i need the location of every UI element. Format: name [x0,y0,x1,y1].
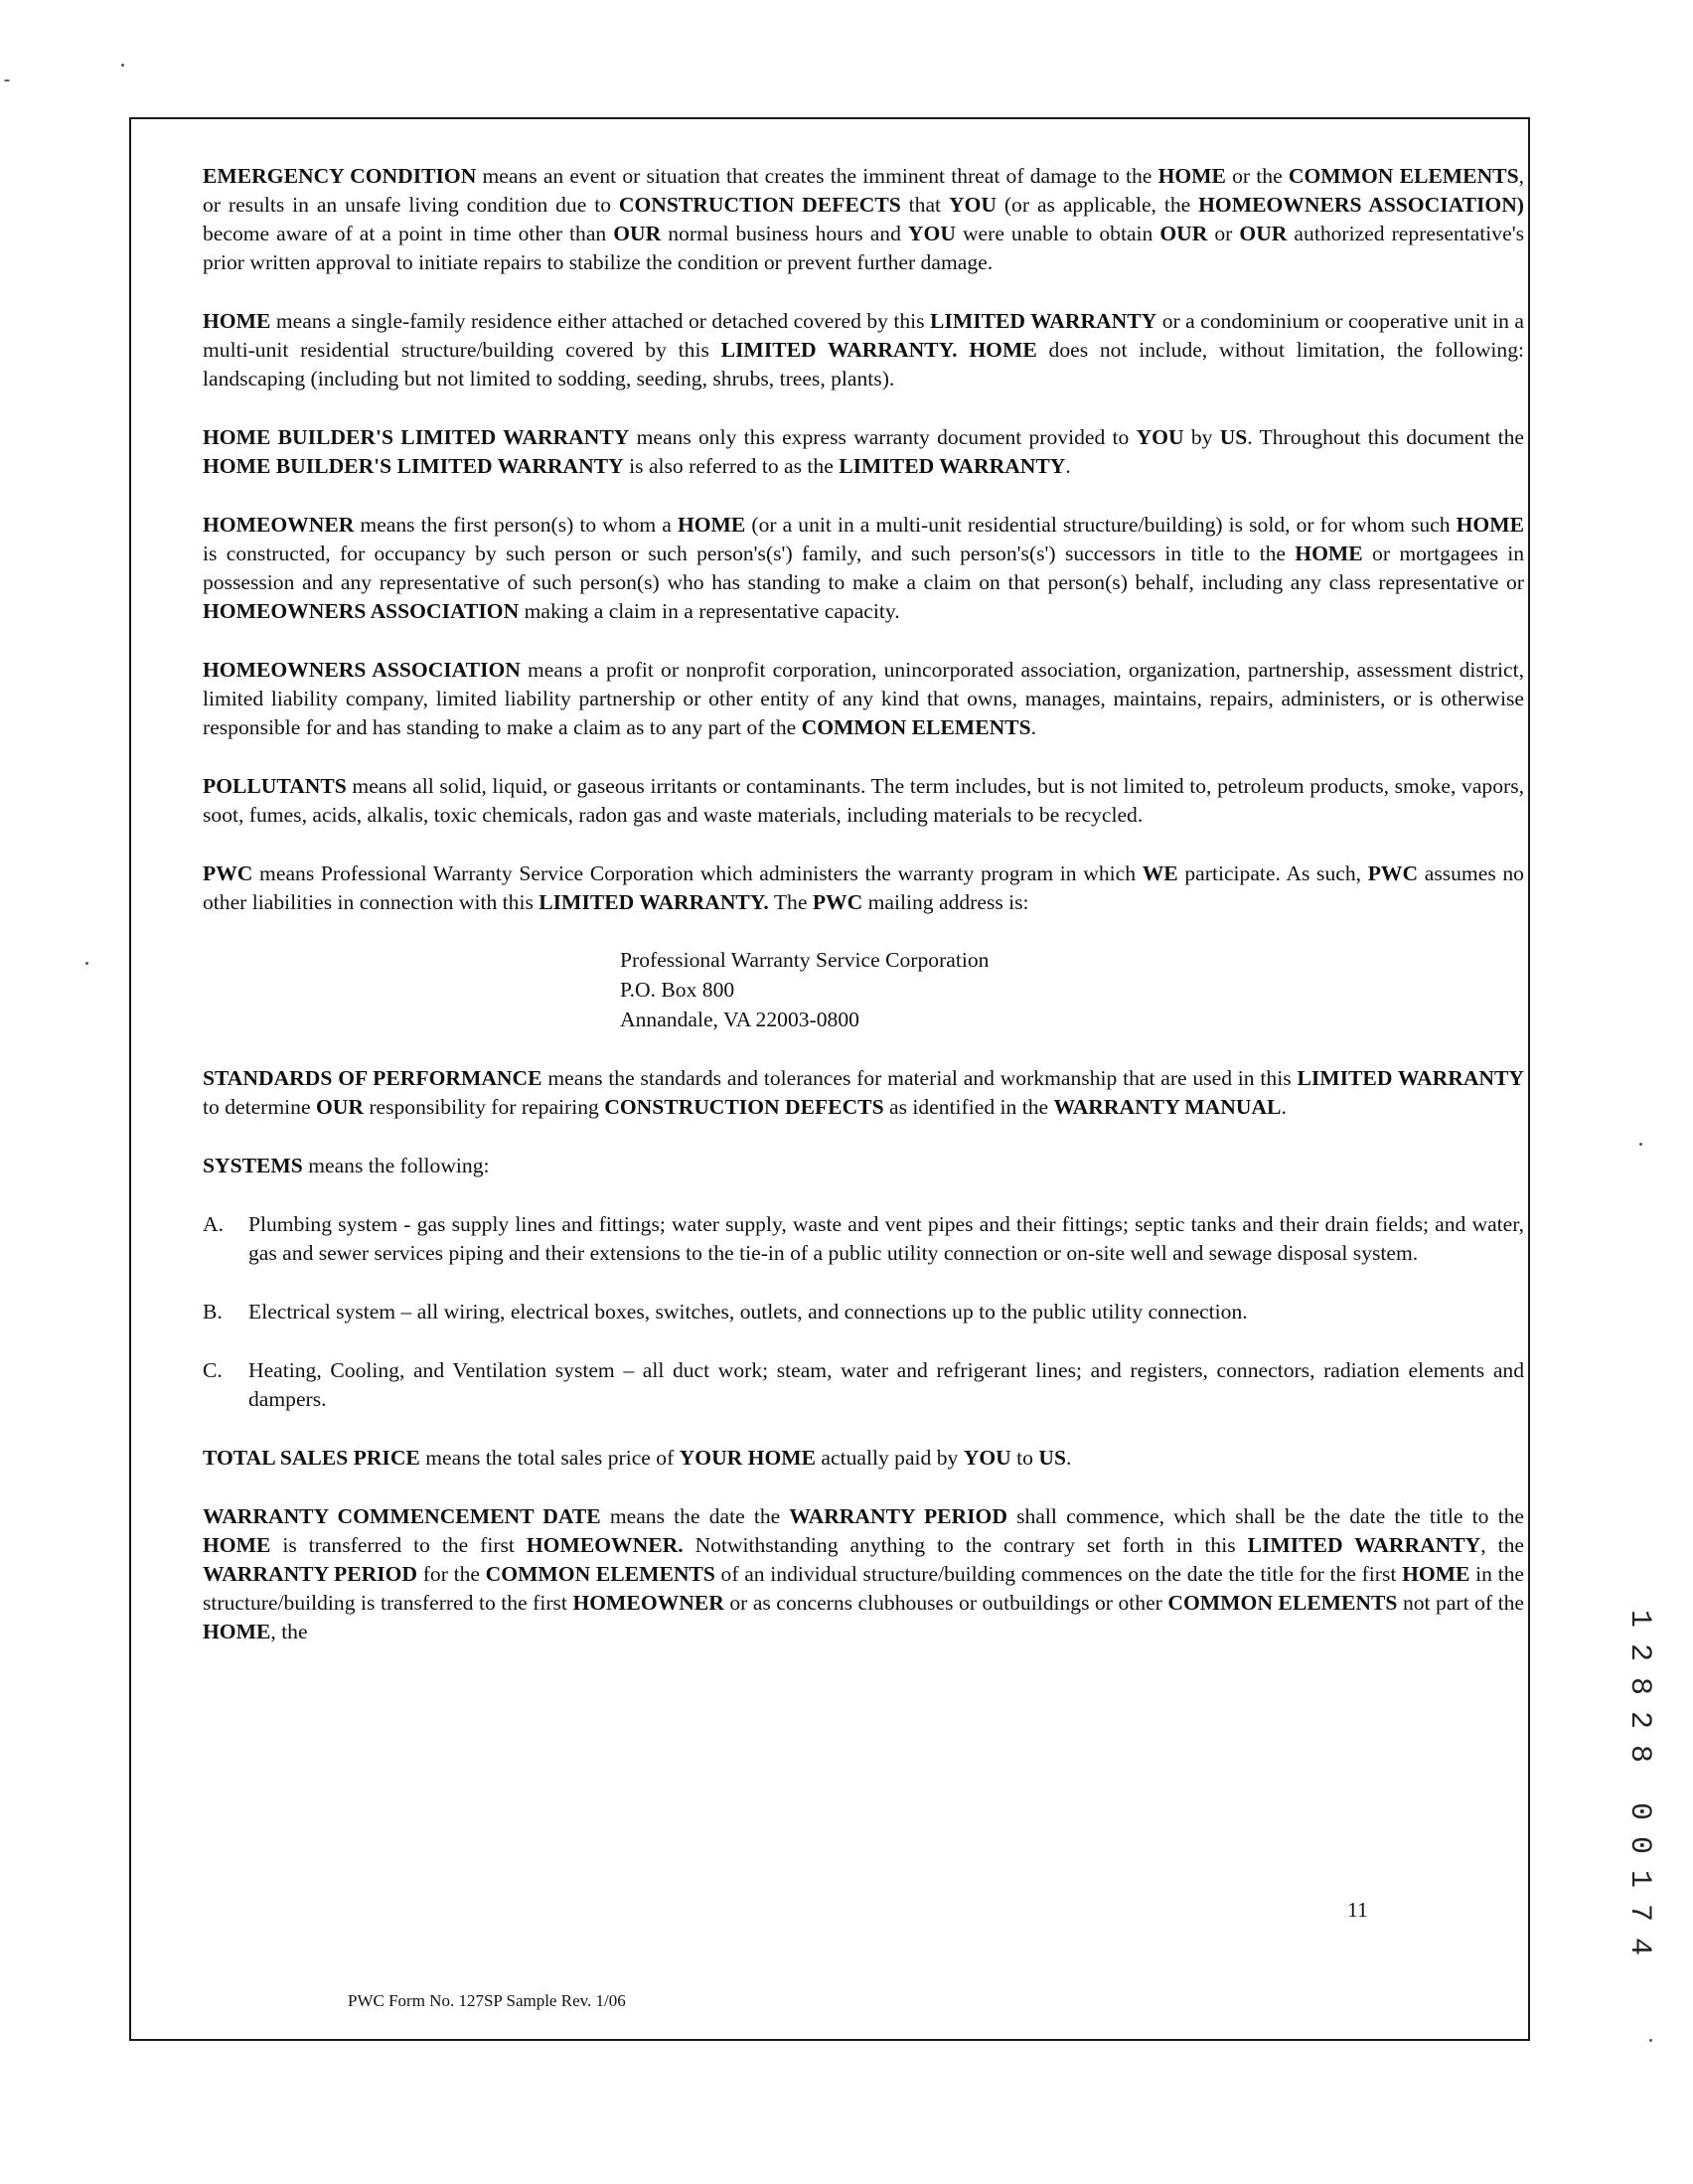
defined-term: PWC [1367,861,1419,885]
definition-text: is transferred to the first [270,1533,527,1557]
defined-term: LIMITED WARRANTY [1297,1066,1525,1090]
definitions-group-1 [203,162,1524,917]
defined-term: CONSTRUCTION DEFECTS [604,1095,884,1119]
scan-speck [1649,2039,1652,2042]
definition-text: means the total sales price of [419,1446,680,1470]
definition-text: means the standards and tolerances for material and workmanship that are used in this [541,1066,1298,1090]
definition-homeowners-association [203,656,1524,742]
definition-text: means an event or situation that creates the imminent threat of damage to the [476,164,1158,188]
definition-warranty-commencement-date [203,1502,1524,1646]
defined-term: COMMON ELEMENTS [485,1562,715,1586]
defined-term: OUR [1239,222,1288,245]
defined-term: WE [1142,861,1178,885]
definition-pwc [203,859,1524,917]
defined-term: COMMON ELEMENTS [801,715,1031,739]
definition-text: (or as applicable, the [996,193,1199,217]
definition-text: shall commence, which shall be the date the title to the [1006,1504,1525,1528]
definition-text: authorized representative's prior written approval to initiate repairs to stabilize the condition or prevent further damage. [203,222,1524,274]
address-line-3: Annandale, VA 22003-0800 [620,1008,859,1031]
defined-term: TOTAL SALES PRICE [203,1446,420,1470]
address-line-2: P.O. Box 800 [620,978,735,1002]
defined-term: HOME [203,1533,271,1557]
defined-term: OUR [613,222,662,245]
bates-digit: 1 [1622,1609,1656,1628]
defined-term: HOME BUILDER'S LIMITED WARRANTY [203,454,624,478]
definition-text: means a profit or nonprofit corporation, unincorporated association, organization, partnership, assessment district, limited liability company, limited liability partnership or other entity of any kind that owns, manages, maintains, repairs, administers, or is otherwise responsible for and has standing to make a claim as to any part of the [203,658,1525,739]
defined-term: OUR [315,1095,364,1119]
defined-term: CONSTRUCTION DEFECTS [618,193,901,217]
defined-term: WARRANTY PERIOD [789,1504,1007,1528]
defined-term: WARRANTY COMMENCEMENT DATE [203,1504,601,1528]
definition-text: actually paid by [816,1446,964,1470]
defined-term: HOME BUILDER'S LIMITED WARRANTY [203,425,630,449]
definition-text: as identified in the [883,1095,1054,1119]
bates-digit: 7 [1622,1903,1656,1922]
definition-text: means the following: [302,1154,490,1177]
defined-term: LIMITED WARRANTY [1247,1533,1481,1557]
bates-stamp [1619,1604,1659,1965]
defined-term: US [1219,425,1248,449]
defined-term: HOMEOWNER [572,1591,724,1615]
definition-text: means the date the [600,1504,790,1528]
definition-text: means Professional Warranty Service Corporation which administers the warranty program in which [252,861,1143,885]
definition-text: in the structure/building is transferred to the first [203,1562,1524,1615]
systems-list-item [203,1356,1524,1414]
definition-text: or [1207,222,1240,245]
definition-total-sales-price [203,1444,1524,1473]
bates-digit: 4 [1622,1937,1656,1955]
definition-home-builders-limited-warranty [203,423,1524,481]
defined-term: WARRANTY MANUAL [1053,1095,1282,1119]
systems-list-item [203,1210,1524,1268]
defined-term: LIMITED WARRANTY. [539,890,769,914]
defined-term: LIMITED WARRANTY [930,309,1157,333]
definition-text: , the [1480,1533,1524,1557]
defined-term: HOMEOWNERS ASSOCIATION) [1198,193,1524,217]
definitions-group-3 [203,1444,1524,1646]
defined-term: PWC [203,861,253,885]
definition-text: participate. As such, [1177,861,1368,885]
list-text: Heating, Cooling, and Ventilation system – all duct work; steam, water and refrigerant lines; and registers, connectors, radiation elements and dampers. [248,1358,1524,1411]
definition-text: assumes no other liabilities in connection with this [203,861,1524,914]
defined-term: LIMITED WARRANTY. HOME [720,338,1037,362]
definition-standards-of-performance [203,1064,1524,1122]
defined-term: HOMEOWNER. [526,1533,684,1557]
definition-text: . [1030,715,1037,739]
bates-digit: 0 [1622,1835,1656,1854]
bates-digit: 2 [1622,1710,1656,1729]
definition-text: means only this express warranty document provided to [629,425,1137,449]
definition-text: were unable to obtain [955,222,1160,245]
definition-emergency-condition [203,162,1524,277]
bates-digit: 1 [1622,1869,1656,1888]
defined-term: COMMON ELEMENTS [1167,1591,1398,1615]
list-letter: B. [203,1300,223,1324]
definition-text: means the first person(s) to whom a [354,513,678,537]
defined-term: HOMEOWNERS ASSOCIATION [203,658,521,682]
systems-list [203,1210,1524,1414]
defined-term: PWC [812,890,863,914]
defined-term: OUR [1159,222,1208,245]
scan-speck [121,64,124,67]
definition-text: to [1010,1446,1039,1470]
definition-text: making a claim in a representative capacity. [519,599,900,623]
defined-term: YOUR HOME [679,1446,817,1470]
definition-homeowner [203,511,1524,626]
pwc-mailing-address [620,945,1524,1034]
bates-digit: 2 [1622,1642,1656,1661]
defined-term: HOME [1295,542,1363,565]
definitions-group-2 [203,1064,1524,1180]
scan-speck [1639,1143,1642,1146]
defined-term: HOME [203,1620,271,1643]
defined-term: HOME [1157,164,1226,188]
definition-text: means a single-family residence either attached or detached covered by this [270,309,931,333]
defined-term: POLLUTANTS [203,774,347,798]
definition-text: Notwithstanding anything to the contrary set forth in this [683,1533,1248,1557]
defined-term: HOME [677,513,746,537]
definition-text: mailing address is: [862,890,1029,914]
definition-text: , the [270,1620,308,1643]
defined-term: HOME [1456,513,1524,537]
definition-text: normal business hours and [661,222,908,245]
list-letter: C. [203,1358,223,1382]
defined-term: YOU [948,193,997,217]
definition-text: , or results in an unsafe living condition due to [203,164,1524,217]
list-text: Electrical system – all wiring, electrical boxes, switches, outlets, and connections up to the public utility connection. [248,1300,1248,1324]
systems-list-item [203,1298,1524,1326]
definition-text: of an individual structure/building commences on the date the title for the first [714,1562,1403,1586]
defined-term: HOME [203,309,271,333]
definition-home [203,307,1524,393]
definition-systems [203,1152,1524,1180]
definition-text: responsibility for repairing [363,1095,605,1119]
defined-term: LIMITED WARRANTY [839,454,1066,478]
definition-text: to determine [203,1095,316,1119]
definition-text: means all solid, liquid, or gaseous irritants or contaminants. The term includes, but is not limited to, petroleum products, smoke, vapors, soot, fumes, acids, alkalis, toxic chemicals, radon gas and waste materials, including materials to be recycled. [203,774,1524,827]
definition-text: . [1281,1095,1287,1119]
definition-text: or mortgagees in possession and any representative of such person(s) who has standing to make a claim on that person(s) behalf, including any class representative or [203,542,1524,594]
defined-term: HOMEOWNER [203,513,355,537]
scan-speck [85,962,88,965]
defined-term: SYSTEMS [203,1154,303,1177]
defined-term: US [1038,1446,1066,1470]
definition-text: does not include, without limitation, the following: landscaping (including but not limited to sodding, seeding, shrubs, trees, plants). [203,338,1525,390]
scan-speck [4,79,10,81]
definition-text: not part of the [1397,1591,1524,1615]
definition-text: (or a unit in a multi-unit residential structure/building) is sold, or for whom such [745,513,1457,537]
definition-text: . [1065,454,1071,478]
definition-text: by [1183,425,1220,449]
definition-text: . [1065,1446,1072,1470]
bates-digit: 0 [1622,1801,1656,1820]
defined-term: STANDARDS OF PERFORMANCE [203,1066,542,1090]
defined-term: YOU [907,222,956,245]
defined-term: COMMON ELEMENTS [1288,164,1519,188]
definition-text: or as concerns clubhouses or outbuildings or other [723,1591,1168,1615]
definition-text: . Throughout this document the [1247,425,1525,449]
defined-term: HOMEOWNERS ASSOCIATION [203,599,520,623]
list-letter: A. [203,1212,224,1236]
defined-term: WARRANTY PERIOD [203,1562,418,1586]
definition-text: The [768,890,813,914]
bates-digit: 8 [1622,1744,1656,1763]
defined-term: EMERGENCY CONDITION [203,164,477,188]
bates-digit: 8 [1622,1676,1656,1695]
definition-text: is also referred to as the [623,454,840,478]
defined-term: HOME [1402,1562,1470,1586]
definition-pollutants [203,772,1524,830]
definition-text: that [900,193,949,217]
list-text: Plumbing system - gas supply lines and fittings; water supply, waste and vent pipes and their fittings; septic tanks and their drain fields; and water, gas and sewer services piping and their extensions to the tie-in of a public utility connection or on-site well and sewage disposal system. [248,1212,1524,1265]
document-body [203,162,1524,1676]
definition-text: or a condominium or cooperative unit in a multi-unit residential structure/building covered by this [203,309,1524,362]
address-line-1: Professional Warranty Service Corporation [620,948,990,972]
definition-text: become aware of at a point in time other than [203,222,614,245]
page-number: 11 [1347,1898,1368,1922]
definition-text: is constructed, for occupancy by such person or such person's(s') family, and such person's(s') successors in title to the [203,542,1296,565]
definition-text: or the [1225,164,1289,188]
defined-term: YOU [963,1446,1011,1470]
defined-term: YOU [1136,425,1184,449]
form-number: PWC Form No. 127SP Sample Rev. 1/06 [348,1991,626,2010]
definition-text: for the [417,1562,486,1586]
